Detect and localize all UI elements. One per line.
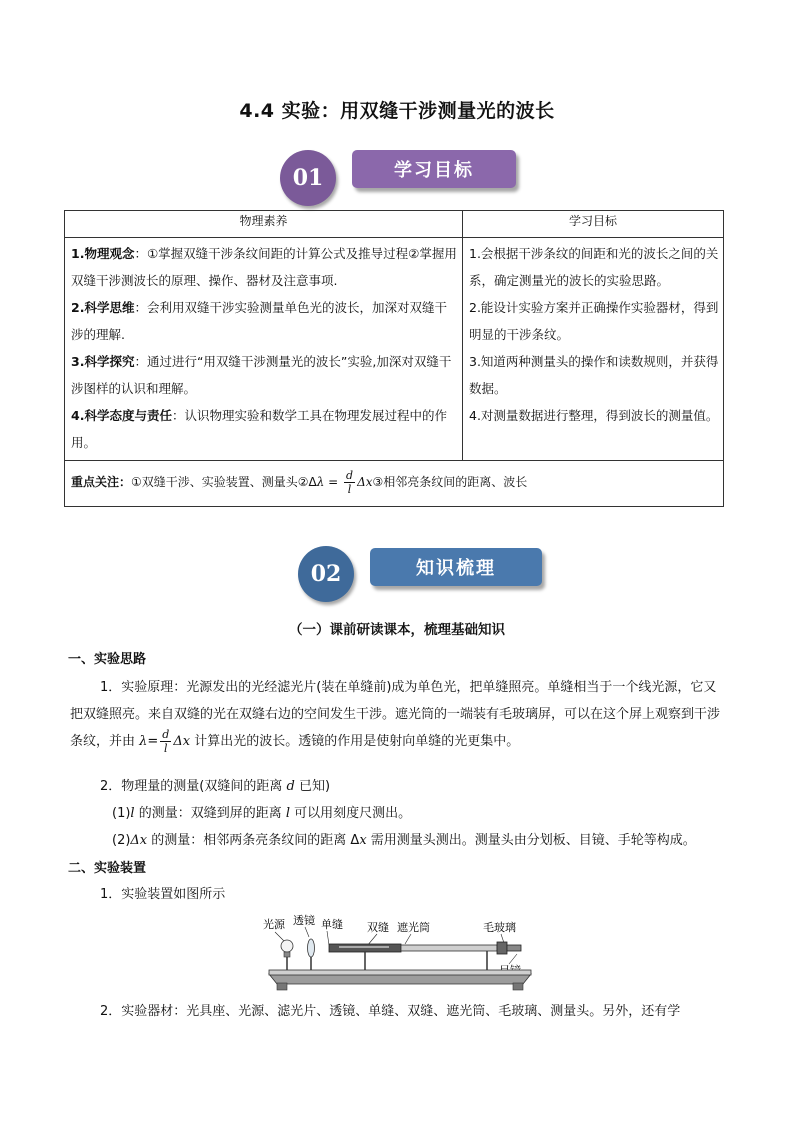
light-bulb — [281, 940, 293, 970]
section-heading: 二、实验装置 — [68, 861, 147, 876]
section-banner-goals — [280, 148, 520, 198]
banner-label: 知识梳理 — [370, 548, 542, 586]
goal-item: 1.会根据干涉条纹的间距和光的波长之间的关系，确定测量光的波长的实验思路。 — [469, 246, 719, 288]
fraction-d-over-l: $\frac{d}{l}$ — [346, 469, 354, 496]
table-header-goals: 学习目标 — [463, 211, 724, 238]
literacy-item: 1.物理观念：①掌握双缝干涉条纹间距的计算公式及推导过程②掌握用双缝干涉测波长的原理、操作、器材及注意事项. — [71, 246, 457, 288]
table-header-literacy: 物理素养 — [65, 211, 463, 238]
goal-item: 2.能设计实验方案并正确操作实验器材，得到明显的干涉条纹。 — [469, 300, 719, 342]
section-banner-knowledge — [298, 546, 548, 596]
key-focus-row: 重点关注：①双缝干涉、实验装置、测量头②Δλ = $\frac{d}{l}$ Δx③相邻亮条纹间的距离、波长 — [65, 461, 724, 507]
lens-holder — [308, 939, 315, 970]
goal-item: 4.对测量数据进行整理，得到波长的测量值。 — [469, 408, 719, 423]
banner-number-badge: 02 — [298, 546, 354, 602]
page-title: 4.4 实验：用双缝干涉测量光的波长 — [239, 100, 555, 122]
label-double-slit: 双缝 — [367, 921, 389, 934]
label-single-slit: 单缝 — [321, 918, 343, 931]
literacy-item: 4.科学态度与责任：认识物理实验和数学工具在物理发展过程中的作用。 — [71, 408, 447, 450]
literacy-cell — [65, 238, 463, 461]
measurement-line: (2)Δx 的测量：相邻两条亮条纹间的距离 Δx 需用测量头测出。测量头由分划板、目镜、手轮等构成。 — [112, 833, 696, 848]
goal-item: 3.知道两种测量头的操作和读数规则，并获得数据。 — [469, 354, 719, 396]
label-lens: 透镜 — [293, 914, 315, 927]
figure-caption-line: 1．实验装置如图所示 — [100, 887, 226, 902]
measurement-line: 2．物理量的测量(双缝间的距离 d 已知) — [100, 779, 331, 794]
materials-line: 2．实验器材：光具座、光源、滤光片、透镜、单缝、双缝、遮光筒、毛玻璃、测量头。另外，还有学 — [100, 1004, 681, 1019]
goals-table — [64, 210, 724, 507]
label-frosted-glass: 毛玻璃 — [483, 921, 516, 934]
literacy-item: 3.科学探究：通过进行“用双缝干涉测量光的波长”实验,加深对双缝干涉图样的认识和理解。 — [71, 354, 452, 396]
principle-paragraph: 1．实验原理：光源发出的光经滤光片(装在单缝前)成为单色光，把单缝照亮。单缝相当于一个线光源，它又把双缝照亮。来自双缝的光在双缝右边的空间发生干涉。遮光筒的一端装有毛玻璃屏，可以在这个屏上观察到干涉条纹，并由 λ= $\frac{d}{l}$ Δx 计算出光的波长。透镜的作用是使射向单缝的光更集中。 — [70, 680, 721, 755]
subheading: （一）课前研读课本，梳理基础知识 — [289, 622, 505, 638]
banner-number-badge: 01 — [280, 150, 336, 206]
literacy-item: 2.科学思维：会利用双缝干涉实验测量单色光的波长，加深对双缝干涉的理解. — [71, 300, 447, 342]
label-tube: 遮光筒 — [397, 921, 430, 934]
label-light-source: 光源 — [263, 918, 285, 931]
optical-bench — [269, 970, 531, 990]
goals-cell — [463, 238, 724, 461]
apparatus-figure — [255, 912, 545, 992]
measurement-line: (1)l 的测量：双缝到屏的距离 l 可以用刻度尺测出。 — [112, 806, 412, 821]
banner-label: 学习目标 — [352, 150, 516, 188]
fraction-d-over-l: $\frac{d}{l}$ — [162, 728, 170, 755]
light-shielding-tube — [329, 942, 521, 970]
section-heading: 一、实验思路 — [68, 652, 147, 667]
